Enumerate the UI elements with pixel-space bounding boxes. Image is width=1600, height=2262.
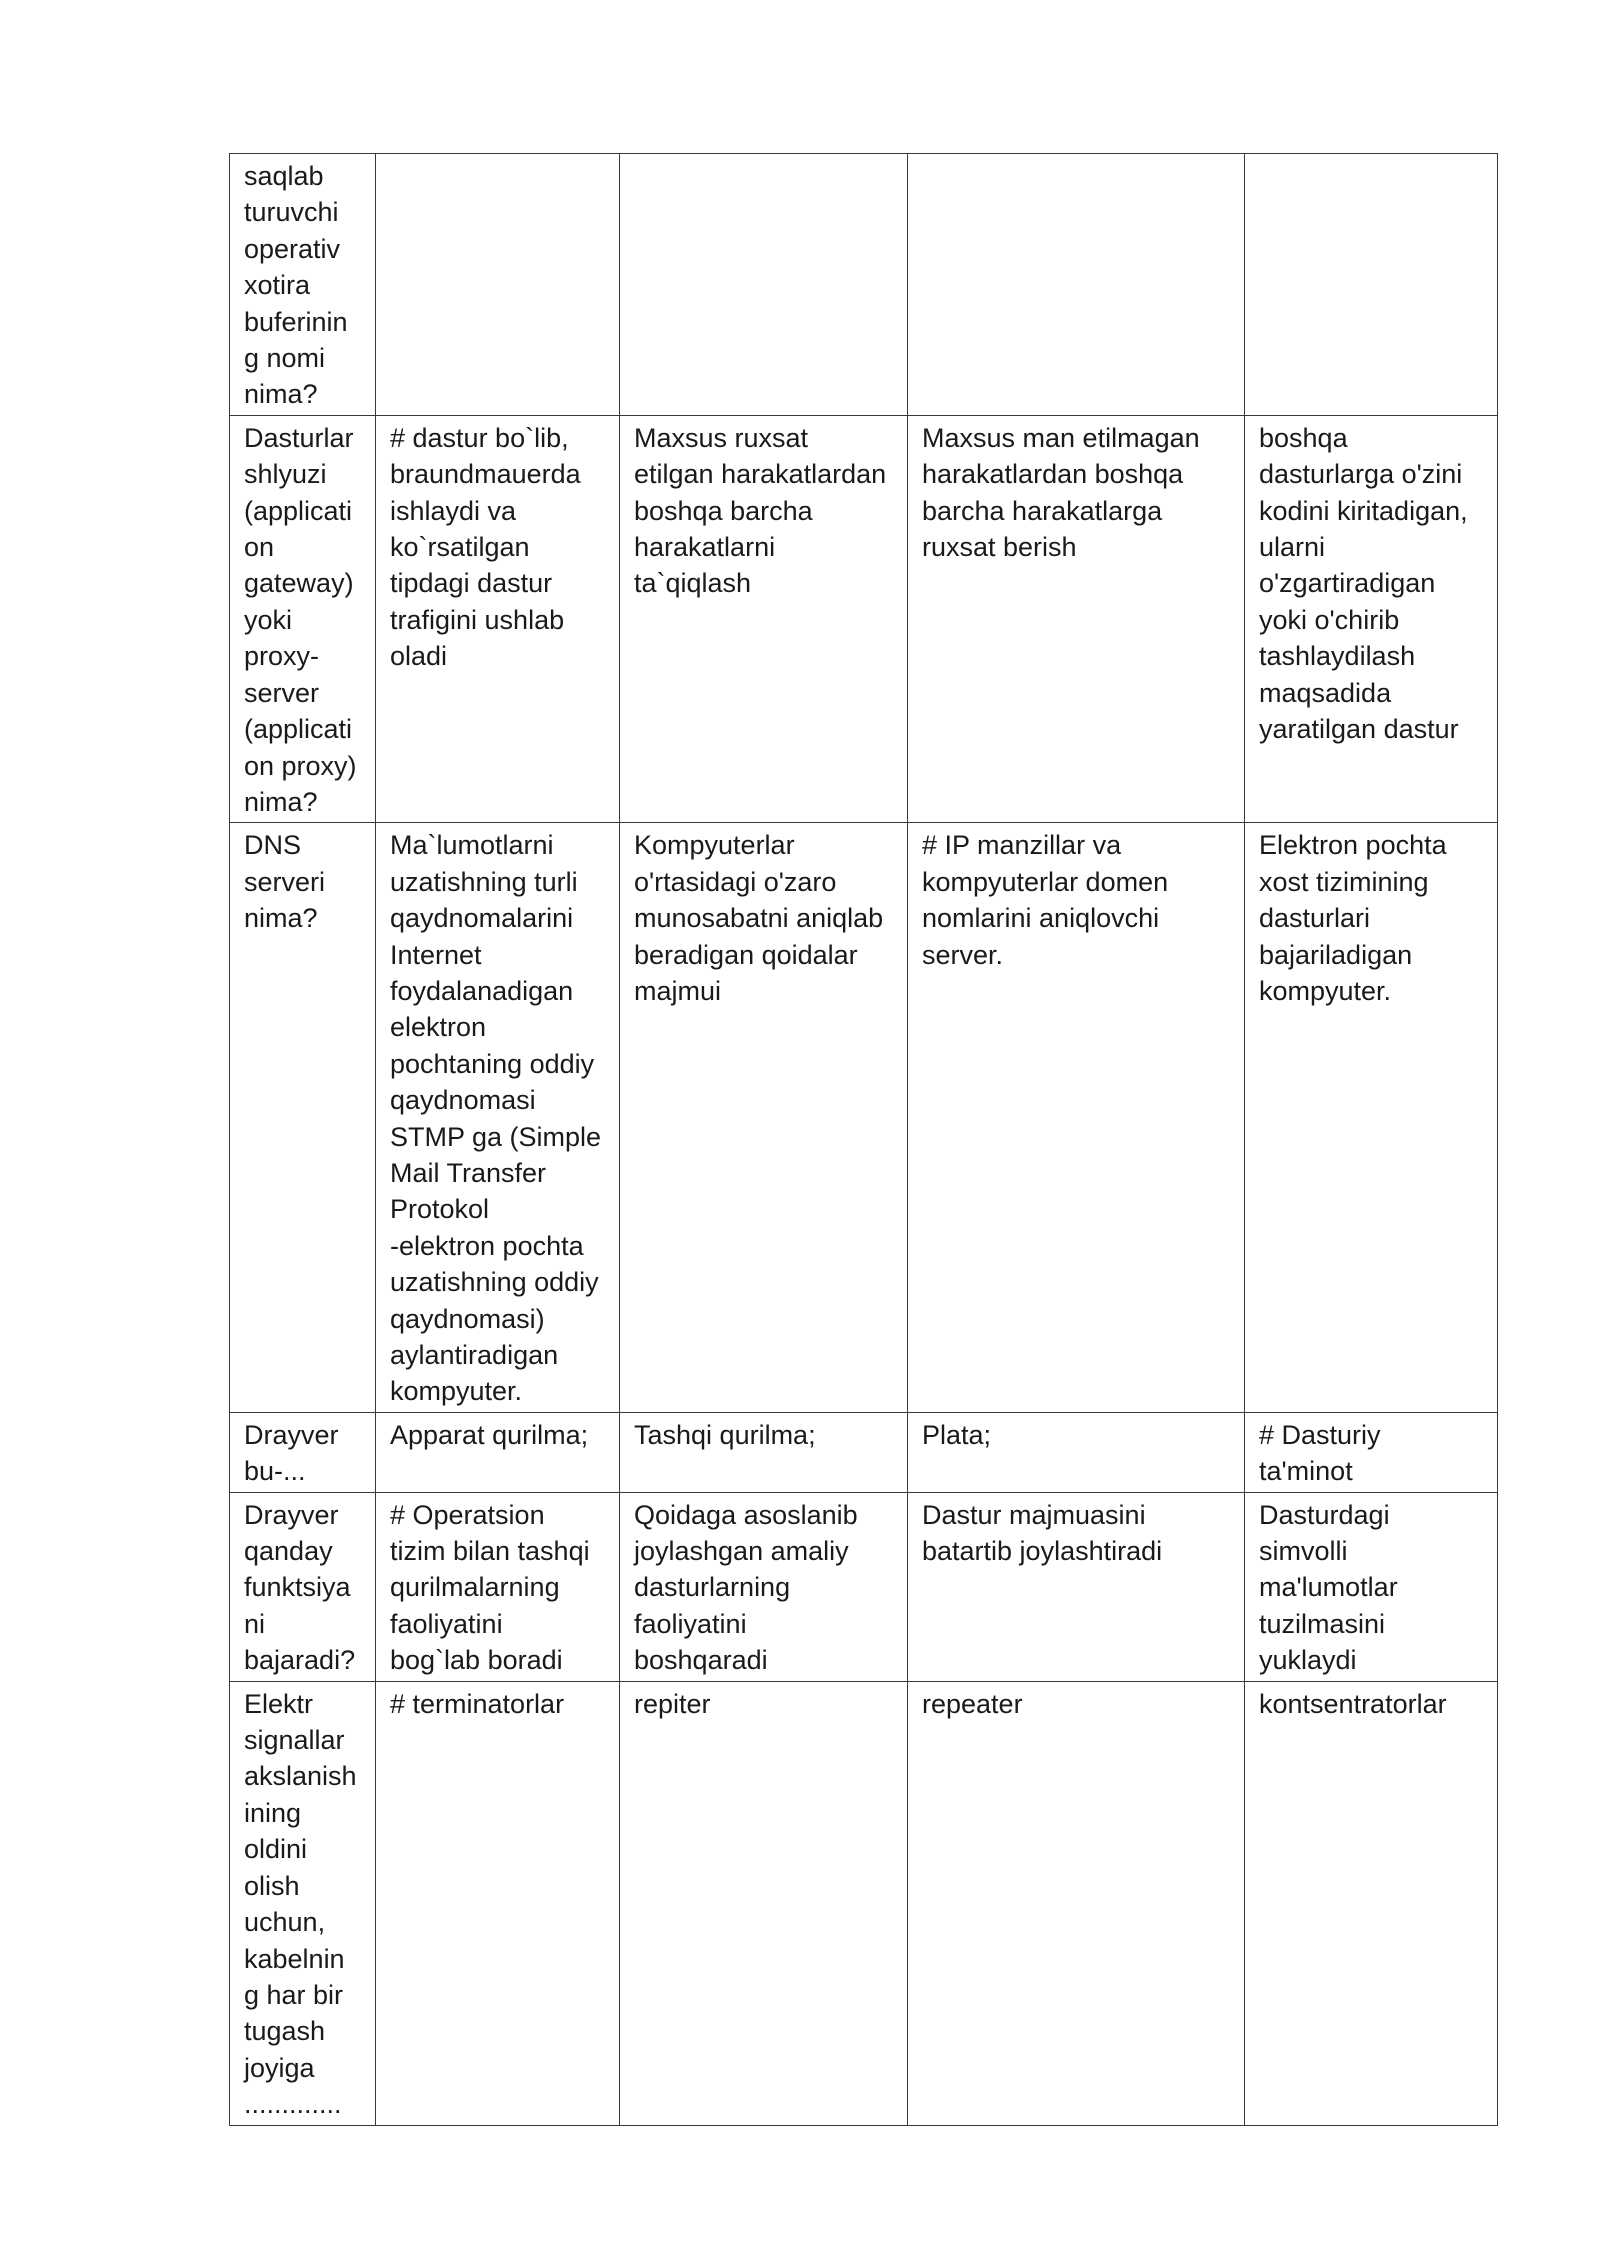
option-cell: Maxsus man etilmagan harakatlardan boshqa barcha harakatlarga ruxsat berish xyxy=(908,415,1245,822)
option-cell: Qoidaga asoslanib joylashgan amaliy dasturlarning faoliyatini boshqaradi xyxy=(620,1492,908,1681)
option-cell: Elektron pochta xost tizimining dasturlari bajariladigan kompyuter. xyxy=(1245,823,1498,1413)
question-cell: Dasturlar shlyuzi (applicati on gateway) yoki proxy- server (applicati on proxy) nima? xyxy=(230,415,376,822)
option-cell: repiter xyxy=(620,1681,908,2125)
option-cell: Dastur majmuasini batartib joylashtiradi xyxy=(908,1492,1245,1681)
option-cell xyxy=(620,154,908,416)
table-row xyxy=(230,1492,1498,1681)
question-cell: Drayver bu-... xyxy=(230,1412,376,1492)
option-cell: Ma`lumotlarni uzatishning turli qaydnomalarini Internet foydalanadigan elektron pochtaning oddiy qaydnomasi STMP ga (Simple Mail Transfer Protokol -elektron pochta uzatishning oddiy qaydnomasi) aylantiradigan kompyuter. xyxy=(376,823,620,1413)
option-cell: Kompyuterlar o'rtasidagi o'zaro munosabatni aniqlab beradigan qoidalar majmui xyxy=(620,823,908,1413)
option-cell: Tashqi qurilma; xyxy=(620,1412,908,1492)
table-row xyxy=(230,823,1498,1413)
table-row xyxy=(230,1412,1498,1492)
option-cell: Apparat qurilma; xyxy=(376,1412,620,1492)
option-cell: Maxsus ruxsat etilgan harakatlardan boshqa barcha harakatlarni ta`qiqlash xyxy=(620,415,908,822)
option-cell: # IP manzillar va kompyuterlar domen nomlarini aniqlovchi server. xyxy=(908,823,1245,1413)
option-cell: # Operatsion tizim bilan tashqi qurilmalarning faoliyatini bog`lab boradi xyxy=(376,1492,620,1681)
question-cell: saqlab turuvchi operativ xotira buferinin g nomi nima? xyxy=(230,154,376,416)
question-cell: DNS serveri nima? xyxy=(230,823,376,1413)
option-cell: # terminatorlar xyxy=(376,1681,620,2125)
option-cell: kontsentratorlar xyxy=(1245,1681,1498,2125)
option-cell: Dasturdagi simvolli ma'lumotlar tuzilmasini yuklaydi xyxy=(1245,1492,1498,1681)
question-cell: Drayver qanday funktsiya ni bajaradi? xyxy=(230,1492,376,1681)
quiz-table xyxy=(229,153,1498,2126)
table-row xyxy=(230,415,1498,822)
option-cell: Plata; xyxy=(908,1412,1245,1492)
option-cell xyxy=(1245,154,1498,416)
option-cell: # Dasturiy ta'minot xyxy=(1245,1412,1498,1492)
option-cell xyxy=(908,154,1245,416)
table-row xyxy=(230,154,1498,416)
option-cell: # dastur bo`lib, braundmauerda ishlaydi va ko`rsatilgan tipdagi dastur trafigini ushlab oladi xyxy=(376,415,620,822)
option-cell: boshqa dasturlarga o'zini kodini kiritadigan, ularni o'zgartiradigan yoki o'chirib tashlaydilash maqsadida yaratilgan dastur xyxy=(1245,415,1498,822)
table-row xyxy=(230,1681,1498,2125)
option-cell: repeater xyxy=(908,1681,1245,2125)
option-cell xyxy=(376,154,620,416)
question-cell: Elektr signallar akslanish ining oldini olish uchun, kabelnin g har bir tugash joyiga ............. xyxy=(230,1681,376,2125)
